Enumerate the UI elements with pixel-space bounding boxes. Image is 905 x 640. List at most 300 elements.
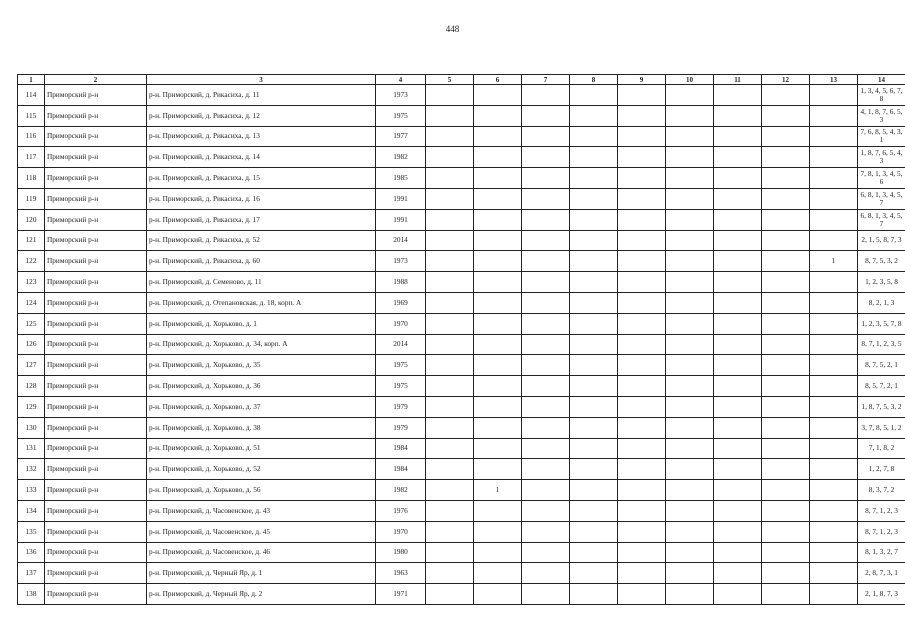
col5-cell [426, 168, 474, 189]
col7-cell [522, 500, 570, 521]
col8-cell [570, 459, 618, 480]
col13-cell [810, 292, 858, 313]
col6-cell [474, 542, 522, 563]
column-header: 2 [45, 75, 147, 85]
col8-cell [570, 521, 618, 542]
col7-cell [522, 584, 570, 605]
col14-cell: 1, 8, 7, 5, 3, 2 [858, 396, 905, 417]
col10-cell [666, 147, 714, 168]
district-cell: Приморский р-н [45, 563, 147, 584]
col12-cell [762, 355, 810, 376]
col6-cell [474, 500, 522, 521]
col6-cell [474, 272, 522, 293]
district-cell: Приморский р-н [45, 168, 147, 189]
district-cell: Приморский р-н [45, 438, 147, 459]
col13-cell [810, 459, 858, 480]
col8-cell [570, 230, 618, 251]
col14-cell: 1, 8, 7, 6, 5, 4, 3 [858, 147, 905, 168]
row-number-cell: 134 [18, 500, 45, 521]
col8-cell [570, 85, 618, 106]
col5-cell [426, 500, 474, 521]
col7-cell [522, 85, 570, 106]
col7-cell [522, 376, 570, 397]
col14-cell: 8, 7, 1, 2, 3, 5 [858, 334, 905, 355]
table-row [18, 85, 905, 106]
row-number-cell: 135 [18, 521, 45, 542]
table-row [18, 542, 905, 563]
col11-cell [714, 313, 762, 334]
table-row [18, 251, 905, 272]
col9-cell [618, 209, 666, 230]
col7-cell [522, 417, 570, 438]
col7-cell [522, 105, 570, 126]
col14-cell: 8, 5, 7, 2, 1 [858, 376, 905, 397]
col6-cell [474, 459, 522, 480]
address-cell: р-н. Приморский, д. Хорьково, д. 36 [147, 376, 376, 397]
address-cell: р-н. Приморский, д. Хорьково, д. 51 [147, 438, 376, 459]
district-cell: Приморский р-н [45, 417, 147, 438]
table-row [18, 126, 905, 147]
col12-cell [762, 105, 810, 126]
col14-cell: 8, 2, 1, 3 [858, 292, 905, 313]
col6-cell: 1 [474, 480, 522, 501]
table-row [18, 521, 905, 542]
table-row [18, 230, 905, 251]
col6-cell [474, 147, 522, 168]
year-cell: 1971 [376, 584, 426, 605]
page-number: 448 [445, 24, 460, 34]
col7-cell [522, 334, 570, 355]
col5-cell [426, 542, 474, 563]
table-row [18, 563, 905, 584]
col7-cell [522, 355, 570, 376]
col9-cell [618, 292, 666, 313]
table-row [18, 292, 905, 313]
col6-cell [474, 126, 522, 147]
col11-cell [714, 105, 762, 126]
col13-cell [810, 396, 858, 417]
col8-cell [570, 209, 618, 230]
col6-cell [474, 85, 522, 106]
col12-cell [762, 334, 810, 355]
table-row [18, 376, 905, 397]
col10-cell [666, 355, 714, 376]
address-cell: р-н. Приморский, д. Хорьково, д. 56 [147, 480, 376, 501]
col5-cell [426, 376, 474, 397]
col11-cell [714, 188, 762, 209]
col14-cell: 2, 1, 5, 8, 7, 3 [858, 230, 905, 251]
col13-cell [810, 355, 858, 376]
col8-cell [570, 292, 618, 313]
col12-cell [762, 376, 810, 397]
col10-cell [666, 417, 714, 438]
address-cell: р-н. Приморский, д. Хорьково, д. 34, корп. А [147, 334, 376, 355]
district-cell: Приморский р-н [45, 355, 147, 376]
address-cell: р-н. Приморский, д. Рикасиха, д. 60 [147, 251, 376, 272]
col7-cell [522, 542, 570, 563]
col13-cell [810, 500, 858, 521]
col11-cell [714, 334, 762, 355]
row-number-cell: 120 [18, 209, 45, 230]
address-cell: р-н. Приморский, д. Рикасиха, д. 52 [147, 230, 376, 251]
col8-cell [570, 251, 618, 272]
col5-cell [426, 209, 474, 230]
column-header: 4 [376, 75, 426, 85]
col12-cell [762, 230, 810, 251]
col9-cell [618, 521, 666, 542]
col13-cell [810, 542, 858, 563]
col8-cell [570, 563, 618, 584]
col9-cell [618, 85, 666, 106]
col10-cell [666, 313, 714, 334]
col6-cell [474, 168, 522, 189]
col8-cell [570, 355, 618, 376]
col14-cell: 8, 7, 1, 2, 3 [858, 500, 905, 521]
table-body [18, 85, 905, 605]
district-cell: Приморский р-н [45, 500, 147, 521]
address-cell: р-н. Приморский, д. Хорьково, д. 52 [147, 459, 376, 480]
col11-cell [714, 542, 762, 563]
row-number-cell: 121 [18, 230, 45, 251]
column-header: 5 [426, 75, 474, 85]
year-cell: 1970 [376, 313, 426, 334]
district-cell: Приморский р-н [45, 230, 147, 251]
address-cell: р-н. Приморский, д. Хорьково, д. 37 [147, 396, 376, 417]
col9-cell [618, 438, 666, 459]
col7-cell [522, 230, 570, 251]
col12-cell [762, 521, 810, 542]
address-cell: р-н. Приморский, д. Рикасиха, д. 17 [147, 209, 376, 230]
column-header: 11 [714, 75, 762, 85]
year-cell: 1979 [376, 417, 426, 438]
col11-cell [714, 272, 762, 293]
col13-cell [810, 438, 858, 459]
col9-cell [618, 584, 666, 605]
year-cell: 1973 [376, 251, 426, 272]
col5-cell [426, 292, 474, 313]
col9-cell [618, 355, 666, 376]
table-row [18, 105, 905, 126]
col14-cell: 1, 3, 4, 5, 6, 7, 8 [858, 85, 905, 106]
col12-cell [762, 417, 810, 438]
table-row [18, 334, 905, 355]
col12-cell [762, 168, 810, 189]
col6-cell [474, 355, 522, 376]
row-number-cell: 123 [18, 272, 45, 293]
col10-cell [666, 438, 714, 459]
col10-cell [666, 188, 714, 209]
row-number-cell: 133 [18, 480, 45, 501]
col13-cell [810, 334, 858, 355]
column-header: 12 [762, 75, 810, 85]
col8-cell [570, 542, 618, 563]
col7-cell [522, 563, 570, 584]
col6-cell [474, 292, 522, 313]
district-cell: Приморский р-н [45, 272, 147, 293]
col5-cell [426, 355, 474, 376]
row-number-cell: 118 [18, 168, 45, 189]
col14-cell: 2, 8, 7, 3, 1 [858, 563, 905, 584]
col6-cell [474, 188, 522, 209]
district-cell: Приморский р-н [45, 209, 147, 230]
col11-cell [714, 126, 762, 147]
col13-cell [810, 188, 858, 209]
col10-cell [666, 376, 714, 397]
year-cell: 1975 [376, 105, 426, 126]
col9-cell [618, 459, 666, 480]
year-cell: 1982 [376, 147, 426, 168]
table-row [18, 584, 905, 605]
col11-cell [714, 251, 762, 272]
address-cell: р-н. Приморский, д. Часовенское, д. 45 [147, 521, 376, 542]
column-header: 9 [618, 75, 666, 85]
col5-cell [426, 459, 474, 480]
col8-cell [570, 147, 618, 168]
col12-cell [762, 188, 810, 209]
col14-cell: 8, 7, 5, 2, 1 [858, 355, 905, 376]
col7-cell [522, 521, 570, 542]
col9-cell [618, 147, 666, 168]
col13-cell [810, 480, 858, 501]
col9-cell [618, 396, 666, 417]
col10-cell [666, 500, 714, 521]
col9-cell [618, 168, 666, 189]
col6-cell [474, 334, 522, 355]
col13-cell [810, 147, 858, 168]
col9-cell [618, 230, 666, 251]
column-header: 6 [474, 75, 522, 85]
year-cell: 1963 [376, 563, 426, 584]
col11-cell [714, 376, 762, 397]
district-cell: Приморский р-н [45, 334, 147, 355]
col11-cell [714, 292, 762, 313]
col14-cell: 7, 8, 1, 3, 4, 5, 6 [858, 168, 905, 189]
row-number-cell: 131 [18, 438, 45, 459]
district-cell: Приморский р-н [45, 521, 147, 542]
col9-cell [618, 417, 666, 438]
address-cell: р-н. Приморский, д. Рикасиха, д. 14 [147, 147, 376, 168]
address-cell: р-н. Приморский, д. Часовенское, д. 43 [147, 500, 376, 521]
col13-cell [810, 85, 858, 106]
col6-cell [474, 396, 522, 417]
col7-cell [522, 168, 570, 189]
column-header: 3 [147, 75, 376, 85]
address-cell: р-н. Приморский, д. Хорьково, д. 1 [147, 313, 376, 334]
col9-cell [618, 188, 666, 209]
col8-cell [570, 376, 618, 397]
col13-cell [810, 313, 858, 334]
row-number-cell: 132 [18, 459, 45, 480]
table-row [18, 480, 905, 501]
col10-cell [666, 272, 714, 293]
address-cell: р-н. Приморский, д. Хорьково, д. 38 [147, 417, 376, 438]
year-cell: 1984 [376, 438, 426, 459]
col5-cell [426, 188, 474, 209]
col9-cell [618, 272, 666, 293]
col8-cell [570, 500, 618, 521]
row-number-cell: 128 [18, 376, 45, 397]
col7-cell [522, 209, 570, 230]
col6-cell [474, 105, 522, 126]
col5-cell [426, 230, 474, 251]
district-cell: Приморский р-н [45, 292, 147, 313]
table-row [18, 438, 905, 459]
col11-cell [714, 355, 762, 376]
col10-cell [666, 209, 714, 230]
col11-cell [714, 563, 762, 584]
col10-cell [666, 292, 714, 313]
col12-cell [762, 542, 810, 563]
col6-cell [474, 584, 522, 605]
table-row [18, 417, 905, 438]
row-number-cell: 119 [18, 188, 45, 209]
col11-cell [714, 209, 762, 230]
col12-cell [762, 209, 810, 230]
col8-cell [570, 313, 618, 334]
col8-cell [570, 334, 618, 355]
address-cell: р-н. Приморский, д. Отепановская, д. 18, корп. А [147, 292, 376, 313]
year-cell: 1976 [376, 500, 426, 521]
col10-cell [666, 230, 714, 251]
col7-cell [522, 147, 570, 168]
year-cell: 1982 [376, 480, 426, 501]
year-cell: 1991 [376, 188, 426, 209]
address-cell: р-н. Приморский, д. Рикасиха, д. 16 [147, 188, 376, 209]
col5-cell [426, 126, 474, 147]
district-cell: Приморский р-н [45, 459, 147, 480]
col5-cell [426, 480, 474, 501]
row-number-cell: 117 [18, 147, 45, 168]
col14-cell: 2, 1, 8, 7, 3 [858, 584, 905, 605]
col8-cell [570, 105, 618, 126]
table-row [18, 188, 905, 209]
col5-cell [426, 417, 474, 438]
col12-cell [762, 272, 810, 293]
col6-cell [474, 251, 522, 272]
col10-cell [666, 85, 714, 106]
col14-cell: 8, 1, 3, 2, 7 [858, 542, 905, 563]
col6-cell [474, 376, 522, 397]
col10-cell [666, 168, 714, 189]
col8-cell [570, 438, 618, 459]
col14-cell: 3, 7, 8, 5, 1, 2 [858, 417, 905, 438]
col8-cell [570, 396, 618, 417]
year-cell: 1979 [376, 396, 426, 417]
year-cell: 2014 [376, 230, 426, 251]
district-cell: Приморский р-н [45, 376, 147, 397]
col8-cell [570, 126, 618, 147]
row-number-cell: 124 [18, 292, 45, 313]
col7-cell [522, 313, 570, 334]
header-row [18, 75, 905, 85]
col9-cell [618, 542, 666, 563]
col11-cell [714, 480, 762, 501]
row-number-cell: 122 [18, 251, 45, 272]
col12-cell [762, 438, 810, 459]
col6-cell [474, 521, 522, 542]
col9-cell [618, 251, 666, 272]
year-cell: 1988 [376, 272, 426, 293]
col6-cell [474, 209, 522, 230]
col14-cell: 8, 7, 1, 2, 3 [858, 521, 905, 542]
col6-cell [474, 417, 522, 438]
table-row [18, 500, 905, 521]
col10-cell [666, 563, 714, 584]
col7-cell [522, 480, 570, 501]
col14-cell: 8, 7, 5, 3, 2 [858, 251, 905, 272]
column-header: 1 [18, 75, 45, 85]
year-cell: 1991 [376, 209, 426, 230]
address-cell: р-н. Приморский, д. Рикасиха, д. 11 [147, 85, 376, 106]
year-cell: 2014 [376, 334, 426, 355]
col6-cell [474, 230, 522, 251]
col14-cell: 7, 1, 8, 2 [858, 438, 905, 459]
col12-cell [762, 85, 810, 106]
col5-cell [426, 584, 474, 605]
col11-cell [714, 85, 762, 106]
row-number-cell: 137 [18, 563, 45, 584]
col13-cell [810, 417, 858, 438]
row-number-cell: 127 [18, 355, 45, 376]
col10-cell [666, 459, 714, 480]
col8-cell [570, 272, 618, 293]
col12-cell [762, 584, 810, 605]
address-cell: р-н. Приморский, д. Рикасиха, д. 12 [147, 105, 376, 126]
col5-cell [426, 563, 474, 584]
col14-cell: 6, 8, 1, 3, 4, 5, 7 [858, 188, 905, 209]
district-cell: Приморский р-н [45, 105, 147, 126]
col14-cell: 1, 2, 3, 5, 7, 8 [858, 313, 905, 334]
year-cell: 1975 [376, 376, 426, 397]
address-cell: р-н. Приморский, д. Черный Яр, д. 1 [147, 563, 376, 584]
col14-cell: 6, 8, 1, 3, 4, 5, 7 [858, 209, 905, 230]
col5-cell [426, 438, 474, 459]
col12-cell [762, 292, 810, 313]
col5-cell [426, 521, 474, 542]
col11-cell [714, 417, 762, 438]
row-number-cell: 115 [18, 105, 45, 126]
col10-cell [666, 251, 714, 272]
address-cell: р-н. Приморский, д. Рикасиха, д. 15 [147, 168, 376, 189]
table-row [18, 272, 905, 293]
table-row [18, 147, 905, 168]
col8-cell [570, 188, 618, 209]
col14-cell: 7, 6, 8, 5, 4, 3, 1 [858, 126, 905, 147]
table-row [18, 168, 905, 189]
col8-cell [570, 168, 618, 189]
row-number-cell: 116 [18, 126, 45, 147]
col7-cell [522, 126, 570, 147]
column-header: 13 [810, 75, 858, 85]
col10-cell [666, 542, 714, 563]
col10-cell [666, 480, 714, 501]
address-cell: р-н. Приморский, д. Черный Яр, д. 2 [147, 584, 376, 605]
col9-cell [618, 480, 666, 501]
col12-cell [762, 396, 810, 417]
col10-cell [666, 126, 714, 147]
col7-cell [522, 292, 570, 313]
table-row [18, 396, 905, 417]
col12-cell [762, 147, 810, 168]
address-cell: р-н. Приморский, д. Часовенское, д. 46 [147, 542, 376, 563]
col13-cell [810, 126, 858, 147]
col7-cell [522, 272, 570, 293]
column-header: 7 [522, 75, 570, 85]
column-header: 14 [858, 75, 905, 85]
col13-cell [810, 272, 858, 293]
col11-cell [714, 230, 762, 251]
col11-cell [714, 459, 762, 480]
